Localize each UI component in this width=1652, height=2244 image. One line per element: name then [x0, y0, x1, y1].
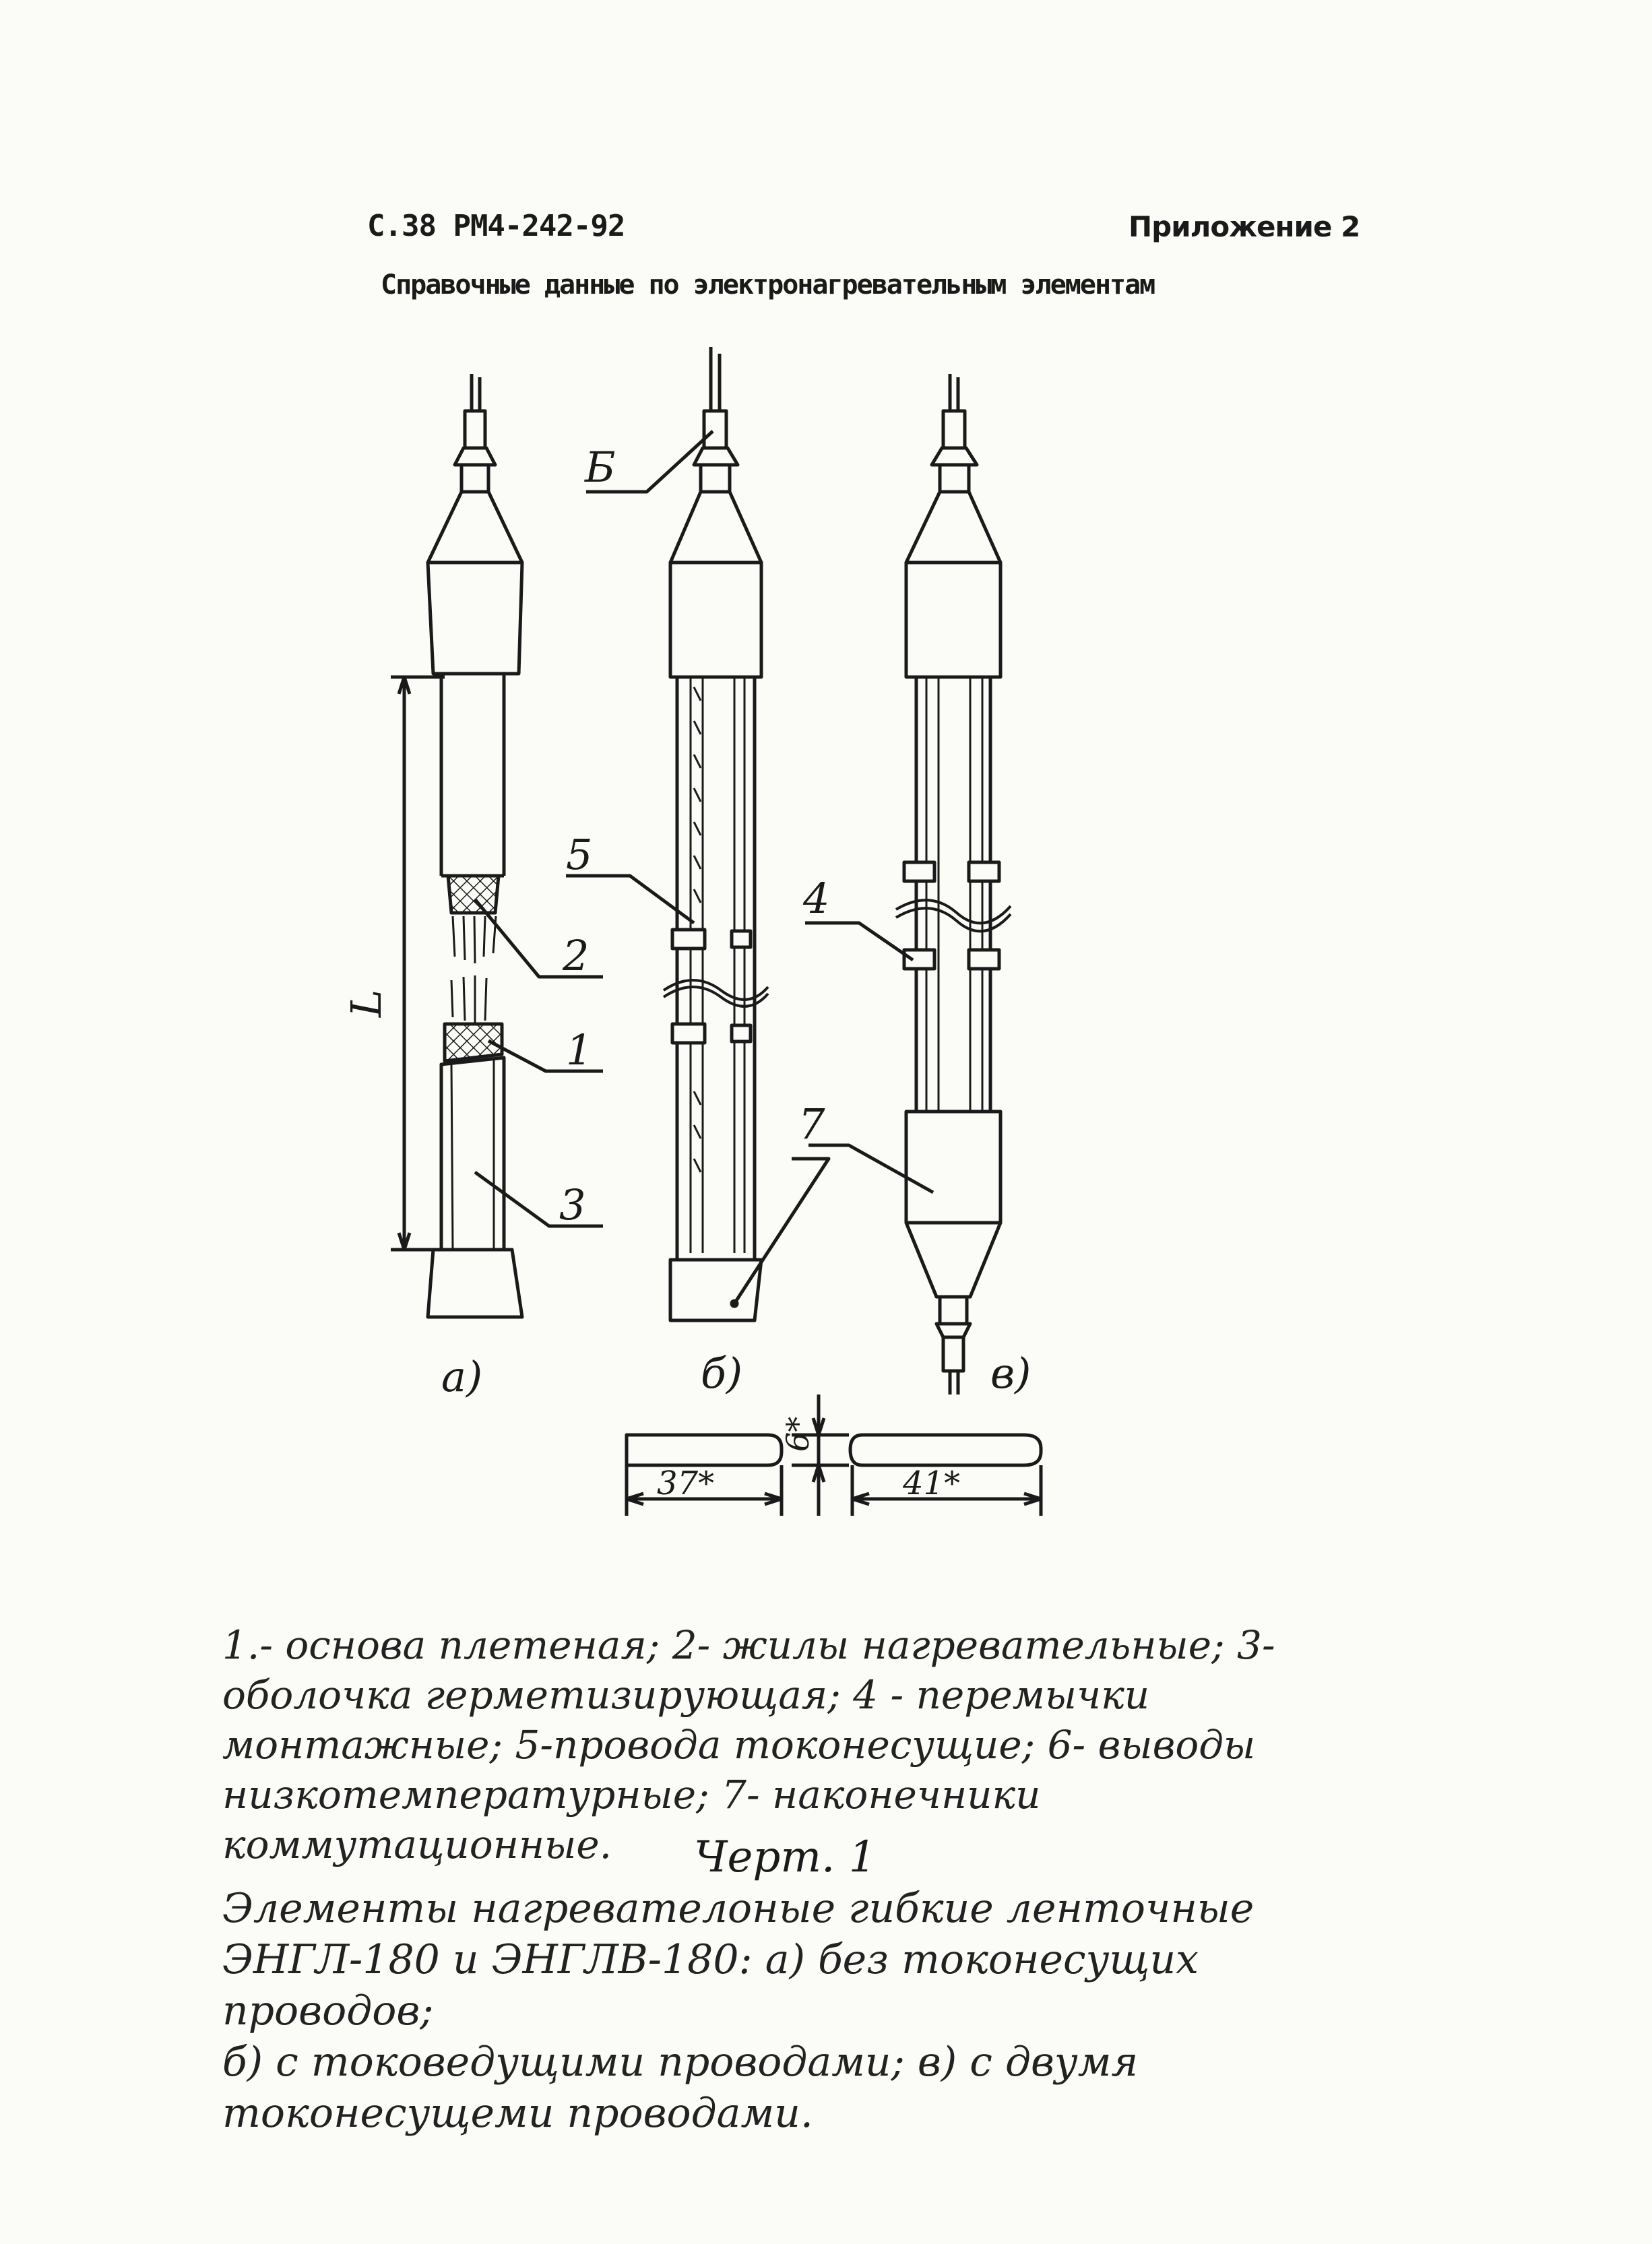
callout-3: 3 — [559, 1180, 586, 1229]
dimension-thickness: 6* — [780, 1416, 816, 1452]
callout-b: Б — [585, 443, 616, 492]
figure-title-line: ЭНГЛ-180 и ЭНГЛВ-180: а) без токонесущих проводов; — [222, 1936, 1199, 2034]
element-variant-v — [805, 374, 1011, 1395]
page-subtitle: Справочные данные по электронагревательным элементам — [381, 269, 1155, 300]
element-variant-b — [566, 347, 829, 1320]
variant-label-v: в) — [990, 1349, 1031, 1398]
callout-4: 4 — [803, 874, 830, 923]
appendix-label: Приложение 2 — [1129, 210, 1360, 243]
callout-5: 5 — [566, 830, 593, 879]
callout-2: 2 — [563, 931, 590, 980]
page-number: С.38 РМ4-242-92 — [367, 209, 625, 243]
callout-1: 1 — [566, 1025, 593, 1075]
figure-title — [222, 1883, 1381, 2139]
figure-number: Черт. 1 — [694, 1832, 877, 1882]
variant-label-a: а) — [441, 1352, 483, 1401]
dimension-width-right: 41* — [903, 1465, 961, 1502]
length-label: L — [342, 989, 391, 1017]
callout-7: 7 — [798, 1099, 825, 1149]
variant-label-b: б) — [701, 1349, 743, 1398]
dimension-width-left: 37* — [657, 1465, 715, 1502]
figure-title-line: б) с токоведущими проводами; в) с двумя токонесущеми проводами. — [222, 2039, 1139, 2137]
legend-text: 1.- основа плетеная; 2- жилы нагревательные; 3- оболочка герметизирующая; 4 - перемычки монтажные; 5-провода токонесущие; 6- выводы низкотемпературные; 7- наконечники коммутационные. — [222, 1622, 1275, 1867]
figure-title-line: Элементы нагревателоные гибкие ленточные — [222, 1885, 1254, 1932]
